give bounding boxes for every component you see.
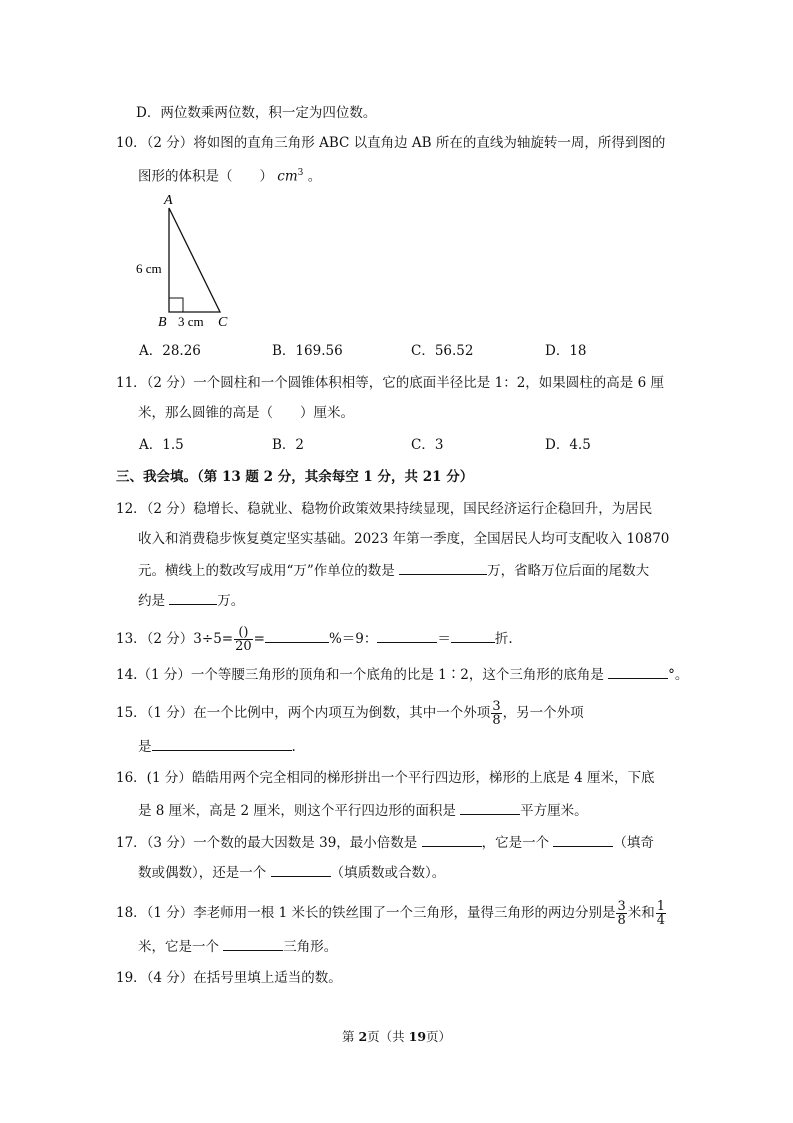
q18-f2-den: 4	[656, 913, 666, 928]
q15-post: ，另一个外项	[502, 705, 584, 721]
q13-line	[116, 626, 513, 653]
footer-total: 19	[408, 1029, 427, 1044]
q13-post: 折.	[494, 631, 513, 647]
q11-option-d[interactable]: D．4.5	[545, 437, 591, 453]
q17-line2-post: （填质数或合数）。	[330, 865, 446, 881]
q11-option-b[interactable]: B．2	[272, 437, 305, 453]
q18-mid: 米和	[627, 905, 655, 921]
q14-line	[116, 664, 688, 685]
q13-blank-1[interactable]	[265, 628, 329, 643]
side-ab-label: 6 cm	[136, 261, 162, 276]
q16-line2-post: 平方厘米。	[520, 803, 588, 819]
q15-line2-pre: 是	[138, 739, 152, 755]
side-bc-label: 3 cm	[178, 314, 204, 329]
q12-line1: 12．（2 分）稳增长、稳就业、稳物价政策效果持续显现，国民经济运行企稳回升，为居民	[116, 501, 653, 517]
q17-blank-3[interactable]	[271, 862, 331, 877]
q13-blank-3[interactable]	[451, 628, 495, 643]
q17-line2	[138, 862, 445, 883]
q17-line1-post: （填奇	[613, 835, 654, 851]
label-a: A	[164, 193, 173, 208]
q13-pre: 13．（2 分）3÷5=	[116, 631, 234, 647]
q15-pre: 15．（1 分）在一个比例中，两个内项互为倒数，其中一个外项	[116, 705, 491, 721]
q17-blank-2[interactable]	[553, 832, 613, 847]
q12-line3-post: 万，省略万位后面的尾数大	[487, 563, 650, 579]
q12-line4-post: 万。	[217, 593, 245, 609]
q10-option-b[interactable]: B．169.56	[272, 343, 343, 359]
footer-page: 2	[358, 1029, 368, 1044]
q12-line4-pre: 约是	[138, 593, 170, 609]
q18-line1	[116, 900, 667, 927]
q15-frac-num: 3	[492, 699, 501, 714]
q17-line1-pre: 17．（3 分）一个数的最大因数是 39，最小倍数是	[116, 835, 422, 851]
q16-line2	[138, 800, 588, 821]
q13-blank-2[interactable]	[377, 628, 437, 643]
q15-line1	[116, 700, 584, 727]
q18-line2	[138, 936, 337, 957]
q13-pct: %＝9：	[328, 631, 378, 647]
q18-line2-pre: 米，它是一个	[138, 939, 224, 955]
label-c: C	[218, 315, 228, 330]
q15-blank[interactable]	[152, 736, 292, 751]
q10-line2	[138, 163, 321, 187]
q14-pre: 14.（1 分）一个等腰三角形的顶角和一个底角的比是 1∶2，这个三角形的底角是	[116, 667, 609, 683]
q11-line2: 米，那么圆锥的高是（ ）厘米。	[138, 405, 354, 421]
q15-line2	[138, 736, 296, 757]
q12-line4	[138, 590, 244, 611]
q10-option-a[interactable]: A．28.26	[139, 343, 201, 359]
q12-blank-2[interactable]	[169, 590, 217, 605]
q9-option-d: D．两位数乘两位数，积一定为四位数。	[136, 105, 377, 121]
q16-line1: 16．(1 分）皓皓用两个完全相同的梯形拼出一个平行四边形，梯形的上底是 4 厘米，下底	[116, 770, 655, 786]
right-angle-mark	[169, 298, 183, 312]
q16-line2-pre: 是 8 厘米，高是 2 厘米，则这个平行四边形的面积是	[138, 803, 461, 819]
footer-mid: 页（共	[367, 1029, 409, 1044]
section-3-title: 三、我会填。（第 13 题 2 分，其余每空 1 分，共 21 分）	[116, 469, 474, 485]
q12-line3	[138, 560, 649, 581]
label-b: B	[158, 315, 167, 330]
page-footer	[0, 1027, 793, 1045]
q18-blank[interactable]	[223, 936, 283, 951]
q10-unit-exp: 3	[297, 168, 304, 178]
q13-eq2: ＝	[437, 631, 451, 647]
q18-pre: 18．（1 分）李老师用一根 1 米长的铁丝围了一个三角形，量得三角形的两边分别是	[116, 905, 616, 921]
q19-line: 19．（4 分）在括号里填上适当的数。	[116, 970, 342, 986]
q10-option-c[interactable]: C．56.52	[411, 343, 474, 359]
q18-f2-num: 1	[656, 899, 666, 914]
q14-post: °。	[668, 667, 689, 683]
q12-line2: 收入和消费稳步恢复奠定坚实基础。2023 年第一季度，全国居民人均可支配收入 10870	[138, 531, 670, 547]
q17-line1	[116, 832, 654, 853]
q18-f1-num: 3	[617, 899, 626, 914]
q12-blank-1[interactable]	[399, 560, 487, 575]
q11-option-c[interactable]: C．3	[411, 437, 444, 453]
q10-line2-pre: 图形的体积是（ ）	[138, 168, 273, 185]
q10-option-d[interactable]: D．18	[545, 343, 587, 359]
q16-blank[interactable]	[460, 800, 520, 815]
q13-frac-num: ()	[234, 626, 253, 640]
q18-f1-den: 8	[617, 913, 626, 928]
q17-blank-1[interactable]	[422, 832, 482, 847]
q11-option-a[interactable]: A．1.5	[139, 437, 184, 453]
q15-frac-den: 8	[492, 713, 501, 728]
footer-post: 页）	[426, 1029, 452, 1044]
q17-line2-pre: 数或偶数），还是一个	[138, 865, 271, 881]
q17-line1-mid: ，它是一个	[481, 835, 554, 851]
q11-line1: 11．（2 分）一个圆柱和一个圆锥体积相等，它的底面半径比是 1：2，如果圆柱的高是 6 厘	[116, 375, 664, 391]
q13-eq: =	[253, 631, 265, 647]
q18-fraction-1	[616, 900, 626, 927]
q10-line2-post: 。	[307, 168, 322, 185]
q14-blank[interactable]	[608, 664, 668, 679]
q13-fraction	[234, 626, 253, 653]
footer-pre: 第	[341, 1029, 359, 1044]
right-triangle-figure	[130, 190, 240, 330]
q12-line3-pre: 元。横线上的数改写成用“万”作单位的数是	[138, 563, 400, 579]
q18-fraction-2	[656, 900, 666, 927]
q10-unit: cm	[277, 168, 298, 185]
q18-line2-post: 三角形。	[283, 939, 338, 955]
q13-frac-den: 20	[235, 639, 252, 654]
q15-line2-post: .	[291, 739, 296, 755]
q10-line1: 10．（2 分）将如图的直角三角形 ABC 以直角边 AB 所在的直线为轴旋转一周，所得到图的	[116, 135, 666, 151]
q15-fraction	[491, 700, 501, 727]
triangle-abc	[169, 208, 220, 312]
